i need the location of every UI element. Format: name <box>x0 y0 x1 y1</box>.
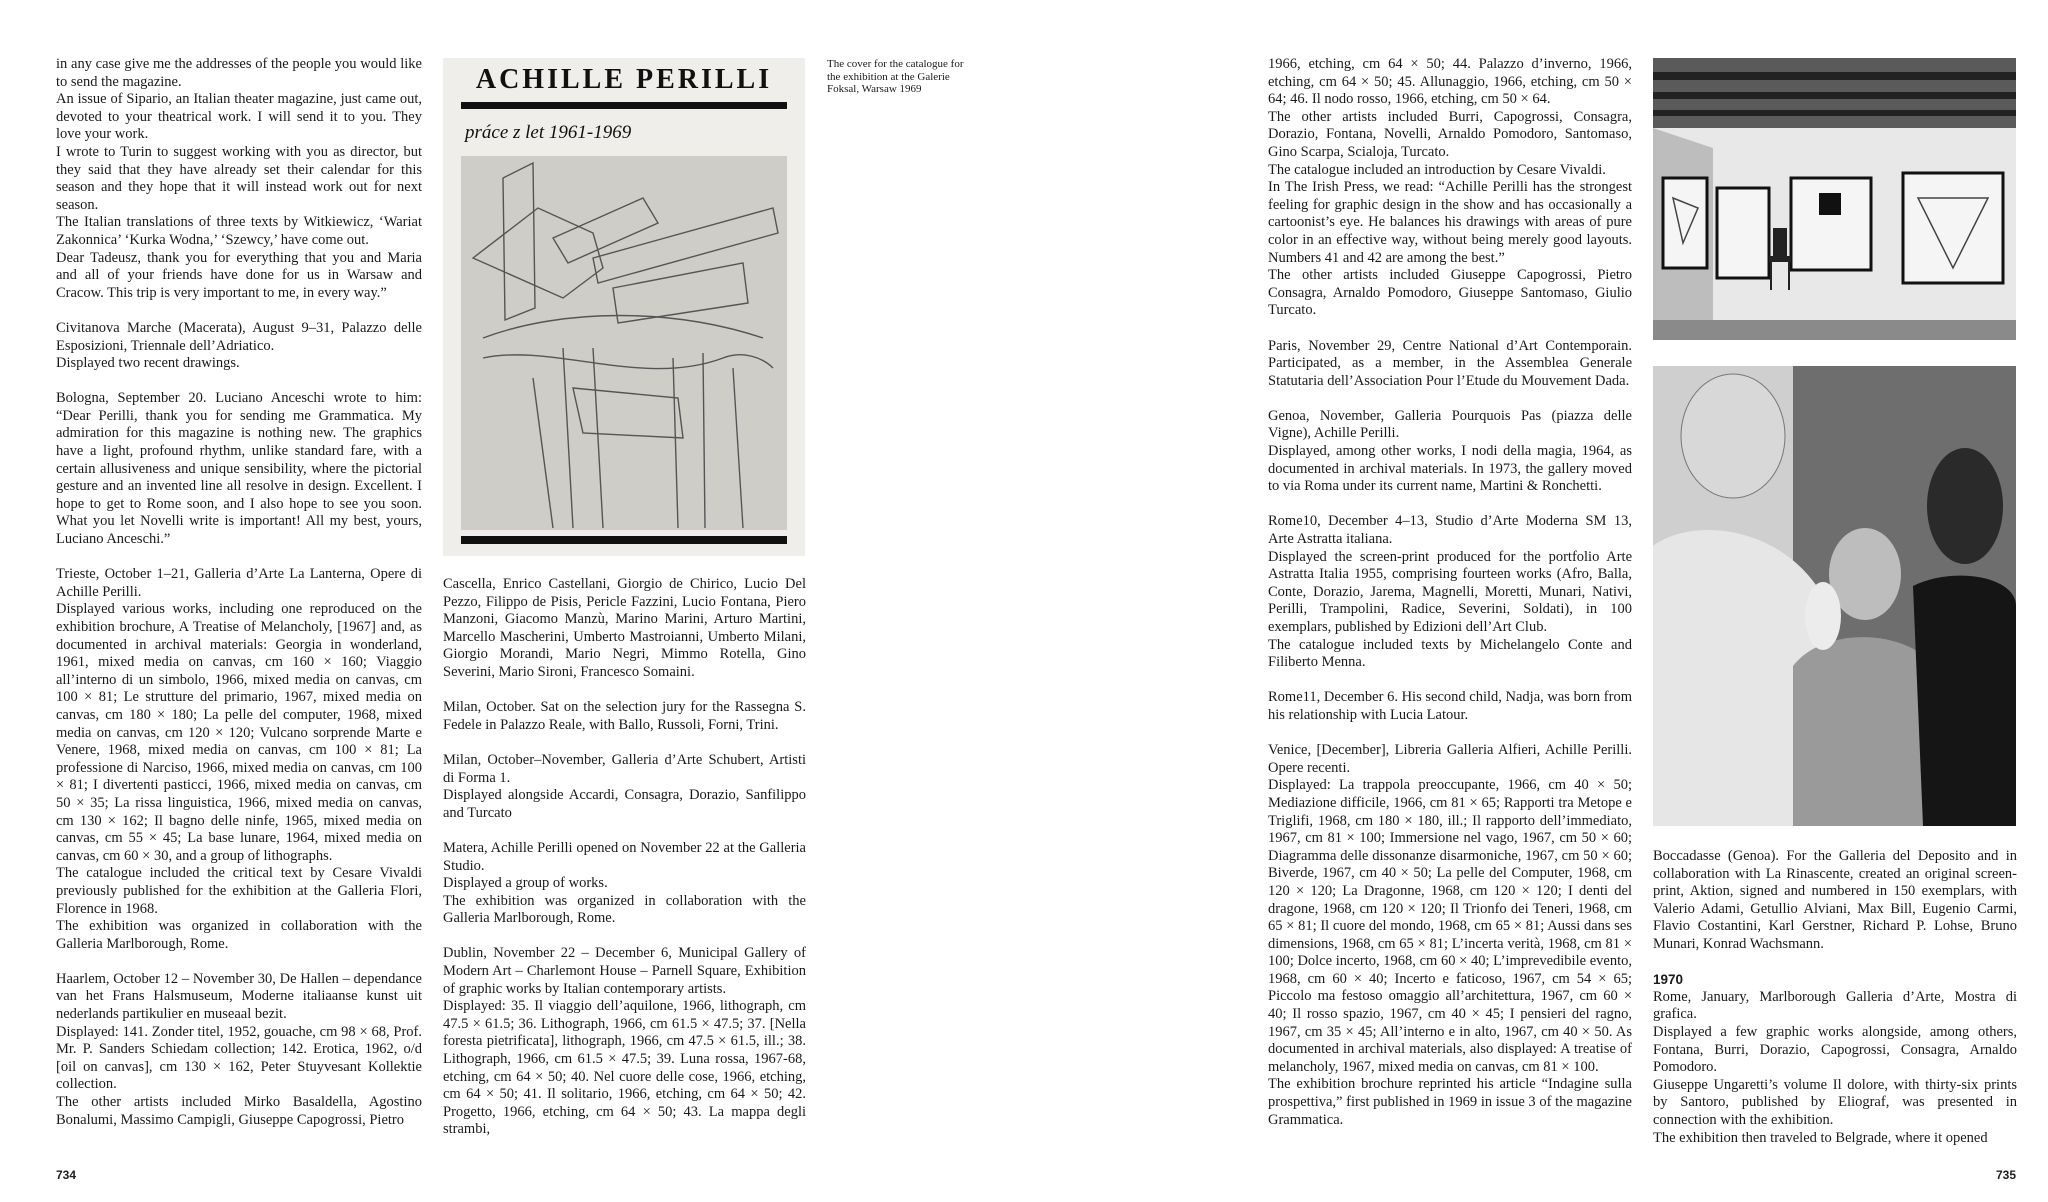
paragraph: in any case give me the addresses of the people you would like to send the magazine. <box>56 56 422 90</box>
paragraph: Boccadasse (Genoa). For the Galleria del Deposito and in collaboration with La Rinascente, created an original screen-print, Aktion, signed and numbered in 150 exemplars, with Valerio Adami, Getullio Alviani, Max Bill, Eugenio Carmi, Flavio Costantini, Karl Gerstner, Richard P. Lohse, Bruno Munari, Konrad Wachsmann. <box>1653 848 2017 952</box>
text-column-1 <box>56 56 422 1129</box>
paragraph: The catalogue included texts by Michelangelo Conte and Filiberto Menna. <box>1268 636 1632 671</box>
paragraph: Displayed various works, including one reproduced on the exhibition brochure, A Treatise of Melancholy, [1967] and, as documented in archival materials: Georgia in wonderland, 1961, mixed media on canvas, cm 160 × 160; Viaggio all’interno di un simbolo, 1966, mixed media on canvas, cm 100 × 81; Le strutture del primario, 1967, mixed media on canvas, cm 180 × 180; La pelle del computer, 1968, mixed media on canvas, cm 120 × 120; Vulcano sorprende Marte e Venere, 1968, mixed media on canvas, cm 100 × 81; La professione di Narciso, 1966, mixed media on canvas, cm 100 × 81; I divertenti pasticci, 1966, mixed media on canvas, cm 50 × 35; La rissa linguistica, 1966, mixed media on canvas, cm 130 × 162; Il bagno delle ninfe, 1965, mixed media on canvas, cm 55 × 45; La base lunare, 1964, mixed media on canvas, cm 60 × 30, and a group of lithographs. <box>56 601 422 864</box>
paragraph: The catalogue included the critical text by Cesare Vivaldi previously published for the exhibition at the Galleria Flori, Florence in 1968. <box>56 865 422 917</box>
paragraph: The exhibition brochure reprinted his article “Indagine sulla prospettiva,” first published in 1969 in issue 3 of the magazine Grammatica. <box>1268 1076 1632 1128</box>
paragraph: Dublin, November 22 – December 6, Municipal Gallery of Modern Art – Charlemont House – Parnell Square, Exhibition of graphic works by Italian contemporary artists. <box>443 945 806 997</box>
paragraph: Cascella, Enrico Castellani, Giorgio de Chirico, Lucio Del Pezzo, Filippo de Pisis, Pericle Fazzini, Lucio Fontana, Piero Manzoni, Giacomo Manzù, Marino Marini, Arturo Martini, Marcello Mascherini, Umberto Mastroianni, Umberto Milani, Giorgio Morandi, Mario Negri, Mimmo Rotella, Gino Severini, Mario Sironi, Francesco Somaini. <box>443 576 806 680</box>
paragraph: Rome11, December 6. His second child, Nadja, was born from his relationship with Lucia Latour. <box>1268 689 1632 723</box>
paragraph: Dear Tadeusz, thank you for everything that you and Maria and all of your friends have done for us in Warsaw and Cracow. This trip is very important to me, in every way.” <box>56 249 422 301</box>
paragraph: Haarlem, October 12 – November 30, De Hallen – dependance van het Frans Halsmuseum, Moderne italiaanse kunst uit nederlands partikulier en museaal bezit. <box>56 970 422 1023</box>
paragraph: Displayed alongside Accardi, Consagra, Dorazio, Sanfilippo and Turcato <box>443 787 806 821</box>
cover-subtitle: práce z let 1961-1969 <box>465 122 632 143</box>
portrait-photo <box>1653 366 2016 826</box>
figure-caption: The cover for the catalogue for the exhibition at the Galerie Foksal, Warsaw 1969 <box>827 58 964 95</box>
cover-artwork <box>443 58 805 556</box>
paragraph: The other artists included Giuseppe Capogrossi, Pietro Consagra, Arnaldo Pomodoro, Giuseppe Santomaso, Giulio Turcato. <box>1268 267 1632 319</box>
paragraph: Rome10, December 4–13, Studio d’Arte Moderna SM 13, Arte Astratta italiana. <box>1268 513 1632 548</box>
cover-title: ACHILLE PERILLI <box>475 64 773 95</box>
paragraph: An issue of Sipario, an Italian theater magazine, just came out, devoted to your theatrical work. I will send it to you. They love your work. <box>56 91 422 143</box>
paragraph: I wrote to Turin to suggest working with you as director, but they said that they have already set their calendar for this season and they hope that it will instead work out for next season. <box>56 143 422 213</box>
paragraph: Displayed a group of works. <box>443 875 608 892</box>
paragraph: Milan, October–November, Galleria d’Arte Schubert, Artisti di Forma 1. <box>443 751 806 786</box>
paragraph: Milan, October. Sat on the selection jury for the Rassegna S. Fedele in Palazzo Reale, with Ballo, Russoli, Forni, Trini. <box>443 699 806 733</box>
paragraph: The catalogue included an introduction by Cesare Vivaldi. <box>1268 161 1606 178</box>
paragraph: Displayed: 35. Il viaggio dell’aquilone, 1966, lithograph, cm 47.5 × 61.5; 36. Lithograph, 1966, cm 61.5 × 47.5; 37. [Nella foresta pietrificata], lithograph, 1966, cm 47.5 × 61.5, ill.; 38. Lithograph, 1966, cm 61.5 × 47.5; 39. Luna rossa, 1967-68, etching, cm 64 × 50; 40. Nel cuore delle cose, 1966, etching, cm 64 × 50; 41. Il solitario, 1966, etching, cm 64 × 50; 42. Progetto, 1966, etching, cm 64 × 50; 43. La mappa degli strambi, <box>443 998 806 1138</box>
paragraph: 1966, etching, cm 64 × 50; 44. Palazzo d’inverno, 1966, etching, cm 64 × 50; 45. Allunaggio, 1966, etching, cm 50 × 64; 46. Il nodo rosso, 1966, etching, cm 50 × 64. <box>1268 56 1632 108</box>
paragraph: The other artists included Burri, Capogrossi, Consagra, Dorazio, Fontana, Novelli, Arnaldo Pomodoro, Santomaso, Gino Scarpa, Scialoja, Turcato. <box>1268 108 1632 160</box>
paragraph: Trieste, October 1–21, Galleria d’Arte La Lanterna, Opere di Achille Perilli. <box>56 566 422 600</box>
paragraph: The exhibition was organized in collaboration with the Galleria Marlborough, Rome. <box>56 918 422 952</box>
paragraph: Displayed the screen-print produced for the portfolio Arte Astratta Italia 1955, comprising fourteen works (Afro, Balla, Conte, Dorazio, Jarema, Magnelli, Moretti, Munari, Nativi, Perilli, Trampolini, Radice, Severini, Soldati), in 100 exemplars, published by Edizioni dell’Art Club. <box>1268 548 1632 635</box>
paragraph: Bologna, September 20. Luciano Anceschi wrote to him: “Dear Perilli, thank you for sending me Grammatica. My admiration for this magazine is nothing new. The graphics have a light, profound rhythm, unlike standard fare, with a certain allusiveness and unique sensibility, where the pictorial gesture and an invented line all resolve in design. Excellent. I hope to get to Rome soon, and I also hope to see you soon. What you let Novelli write is important! All my best, yours, Luciano Anceschi.” <box>56 390 422 548</box>
paragraph: Matera, Achille Perilli opened on November 22 at the Galleria Studio. <box>443 839 806 874</box>
paragraph: Giuseppe Ungaretti’s volume Il dolore, with thirty-six prints by Santoro, published by Eliograf, was presented in connection with the exhibition. <box>1653 1076 2017 1128</box>
paragraph: Civitanova Marche (Macerata), August 9–31, Palazzo delle Esposizioni, Triennale dell’Adriatico. <box>56 319 422 354</box>
paragraph: Displayed a few graphic works alongside, among others, Fontana, Burri, Dorazio, Capogrossi, Consagra, Arnaldo Pomodoro. <box>1653 1023 2017 1076</box>
page-number-right: 735 <box>1996 1168 2017 1182</box>
paragraph: The other artists included Mirko Basaldella, Agostino Bonalumi, Massimo Campigli, Giuseppe Capogrossi, Pietro <box>56 1094 422 1128</box>
paragraph: Venice, [December], Libreria Galleria Alfieri, Achille Perilli. Opere recenti. <box>1268 742 1632 776</box>
paragraph: Displayed, among other works, I nodi della magia, 1964, as documented in archival materials. In 1973, the gallery moved to via Roma under its current name, Martini & Ronchetti. <box>1268 443 1632 495</box>
paragraph: The Italian translations of three texts by Witkiewicz, ‘Wariat Zakonnica’ ‘Kurka Wodna,’ ‘Szewcy,’ have come out. <box>56 214 422 248</box>
text-column-4 <box>1653 848 2017 1147</box>
catalogue-cover-image <box>443 58 805 556</box>
text-column-2 <box>443 576 806 1139</box>
paragraph: The exhibition was organized in collaboration with the Galleria Marlborough, Rome. <box>443 892 806 927</box>
paragraph: Displayed: La trappola preoccupante, 1966, cm 40 × 50; Mediazione difficile, 1966, cm 81 × 65; Rapporti tra Metope e Triglifi, 1968, cm 180 × 180, ill.; Il rapporto dell’immediato, 1967, cm 81 × 100; Immersione nel vago, 1967, cm 50 × 60; Diagramma delle dissonanze disarmoniche, 1967, cm 50 × 60; Biverde, 1967, cm 40 × 50; La pelle del Computer, 1968, cm 120 × 120; La Dragonne, 1968, cm 120 × 120; I denti del dragone, 1968, cm 120 × 120; Il Trionfo dei Teneri, 1968, cm 65 × 81; Il cuore del mondo, 1968, cm 65 × 81; Aussi dans ses dimensions, 1968, cm 65 × 81; L’incerta verità, 1968, cm 81 × 100; Dolce incerto, 1968, cm 60 × 40; L’imprevedibile evento, 1968, cm 60 × 40; Incerto e faticoso, 1967, cm 54 × 65; Piccolo ma festoso omaggio all’architettura, 1967, cm 60 × 40; Il rosso spazio, 1967, cm 40 × 45; I pensieri del ragno, 1967, cm 35 × 45; All’interno e in alto, 1967, cm 40 × 50. As documented in archival materials, also displayed: A treatise of melancholy, 1967, mixed media on canvas, cm 81 × 100. <box>1268 777 1632 1075</box>
paragraph: In The Irish Press, we read: “Achille Perilli has the strongest feeling for graphic design in the show and has occasionally a cartoonist’s eye. He balances his drawings with areas of pure color in an effective way, without being merely good layouts. Numbers 41 and 42 are among the best.” <box>1268 179 1632 266</box>
paragraph: Displayed two recent drawings. <box>56 355 240 372</box>
page-number-left: 734 <box>56 1168 77 1182</box>
text-column-3 <box>1268 56 1632 1129</box>
year-heading: 1970 <box>1653 972 1684 988</box>
paragraph: Rome, January, Marlborough Galleria d’Arte, Mostra di grafica. <box>1653 988 2017 1023</box>
paragraph: Paris, November 29, Centre National d’Art Contemporain. Participated, as a member, in the Assemblea Generale Statutaria dell’Association Pour l’Etude du Mouvement Dada. <box>1268 337 1632 389</box>
portrait-photo-art <box>1653 366 2016 826</box>
paragraph: Genoa, November, Galleria Pourquois Pas (piazza delle Vigne), Achille Perilli. <box>1268 407 1632 442</box>
paragraph: The exhibition then traveled to Belgrade, where it opened <box>1653 1129 1988 1146</box>
paragraph: Displayed: 141. Zonder titel, 1952, gouache, cm 98 × 68, Prof. Mr. P. Sanders Schiedam collection; 142. Erotica, 1962, o/d [oil on canvas], cm 130 × 162, Peter Stuyvesant Kollektie collection. <box>56 1023 422 1093</box>
gallery-photo-art <box>1653 58 2016 340</box>
gallery-installation-photo <box>1653 58 2016 340</box>
